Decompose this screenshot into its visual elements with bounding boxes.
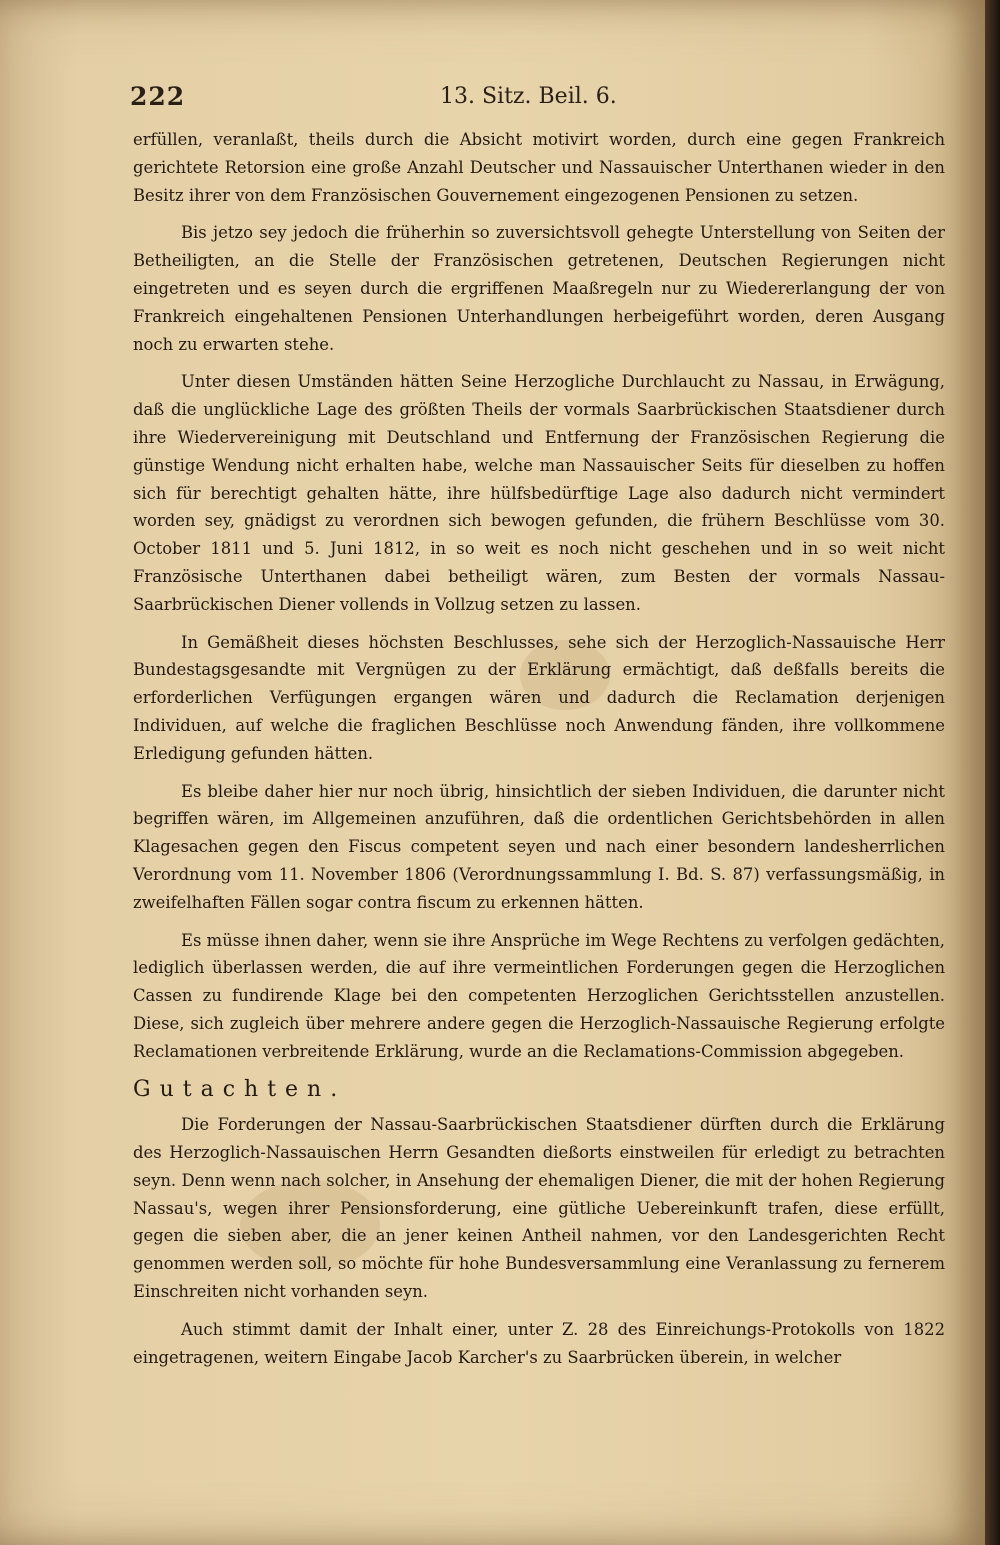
- page-edge: [985, 0, 1000, 1545]
- paragraph: Es müsse ihnen daher, wenn sie ihre Ansprüche im Wege Rechtens zu verfolgen gedächten, lediglich überlassen werden, die auf ihre vermeintlichen Forderungen gegen die Herzoglichen Cassen zu fundirende Klage bei den competenten Herzoglichen Gerichtsstellen anzustellen. Diese, sich zugleich über mehrere andere gegen die Herzoglich-Nassauische Regierung erfolgte Reclamationen verbreitende Erklärung, wurde an die Reclamations-Commission abgegeben.: [133, 930, 945, 1061]
- page-number: 222: [130, 82, 186, 111]
- paragraph: In Gemäßheit dieses höchsten Beschlusses, sehe sich der Herzoglich-Nassauische Herr Bundestagsgesandte mit Vergnügen zu der Erklärung ermächtigt, daß deßfalls bereits die erforderlichen Verfügungen ergangen wären und dadurch die Reclamation derjenigen Individuen, auf welche die fraglichen Beschlüsse noch Anwendung fänden, ihre vollkommene Erledigung gefunden hätten.: [133, 632, 945, 763]
- page-body: [133, 126, 945, 1381]
- paragraph: Bis jetzo sey jedoch die früherhin so zuversichtsvoll gehegte Unterstellung von Seiten der Betheiligten, an die Stelle der Französischen getretenen, Deutschen Regierungen nicht eingetreten und es seyen durch die ergriffenen Maaßregeln nur zu Wiedererlangung der von Frankreich eingehaltenen Pensionen Unterhandlungen herbeigeführt worden, deren Ausgang noch zu erwarten stehe.: [133, 223, 945, 354]
- paragraph: erfüllen, veranlaßt, theils durch die Absicht motivirt worden, durch eine gegen Frankreich gerichtete Retorsion eine große Anzahl Deutscher und Nassauischer Unterthanen wieder in den Besitz ihrer von dem Französischen Gouvernement eingezogenen Pensionen zu setzen.: [133, 130, 945, 205]
- paragraph: Die Forderungen der Nassau-Saarbrückischen Staatsdiener dürften durch die Erklärung des Herzoglich-Nassauischen Herrn Gesandten dießorts einstweilen für erledigt zu betrachten seyn. Denn wenn nach solcher, in Ansehung der ehemaligen Diener, die mit der hohen Regierung Nassau's, wegen ihrer Pensionsforderung, eine gütliche Uebereinkunft trafen, diese erfüllt, gegen die sieben aber, die an jener keinen Antheil nahmen, vor den Landesgerichten Recht genommen werden soll, so möchte für hohe Bundesversammlung eine Veranlassung zu fernerem Einschreiten nicht vorhanden seyn.: [133, 1115, 945, 1302]
- page-header: [130, 82, 940, 112]
- section-heading: Gutachten.: [133, 1076, 347, 1102]
- paragraph: Auch stimmt damit der Inhalt einer, unter Z. 28 des Einreichungs-Protokolls von 1822 eingetragenen, weitern Eingabe Jacob Karcher's zu Saarbrücken überein, in welcher: [133, 1319, 945, 1367]
- paragraph: Unter diesen Umständen hätten Seine Herzogliche Durchlaucht zu Nassau, in Erwägung, daß die unglückliche Lage des größten Theils der vormals Saarbrückischen Staatsdiener durch ihre Wiedervereinigung mit Deutschland und Entfernung der Französischen Regierung die günstige Wendung nicht erhalten habe, welche man Nassauischer Seits für dieselben zu hoffen sich für berechtigt gehalten hätte, ihre hülfsbedürftige Lage also dadurch nicht vermindert worden sey, gnädigst zu verordnen sich bewogen gefunden, die frühern Beschlüsse vom 30. October 1811 und 5. Juni 1812, in so weit es noch nicht geschehen und in so weit nicht Französische Unterthanen dabei betheiligt wären, zum Besten der vormals Nassau-Saarbrückischen Diener vollends in Vollzug setzen zu lassen.: [133, 372, 945, 614]
- running-head: 13. Sitz. Beil. 6.: [440, 84, 617, 109]
- paragraph: Es bleibe daher hier nur noch übrig, hinsichtlich der sieben Individuen, die darunter nicht begriffen wären, im Allgemeinen anzuführen, daß die ordentlichen Gerichtsbehörden in allen Klagesachen gegen den Fiscus competent seyen und nach einer besondern landesherrlichen Verordnung vom 11. November 1806 (Verordnungssammlung I. Bd. S. 87) verfassungsmäßig, in zweifelhaften Fällen sogar contra fiscum zu erkennen hätten.: [133, 781, 945, 912]
